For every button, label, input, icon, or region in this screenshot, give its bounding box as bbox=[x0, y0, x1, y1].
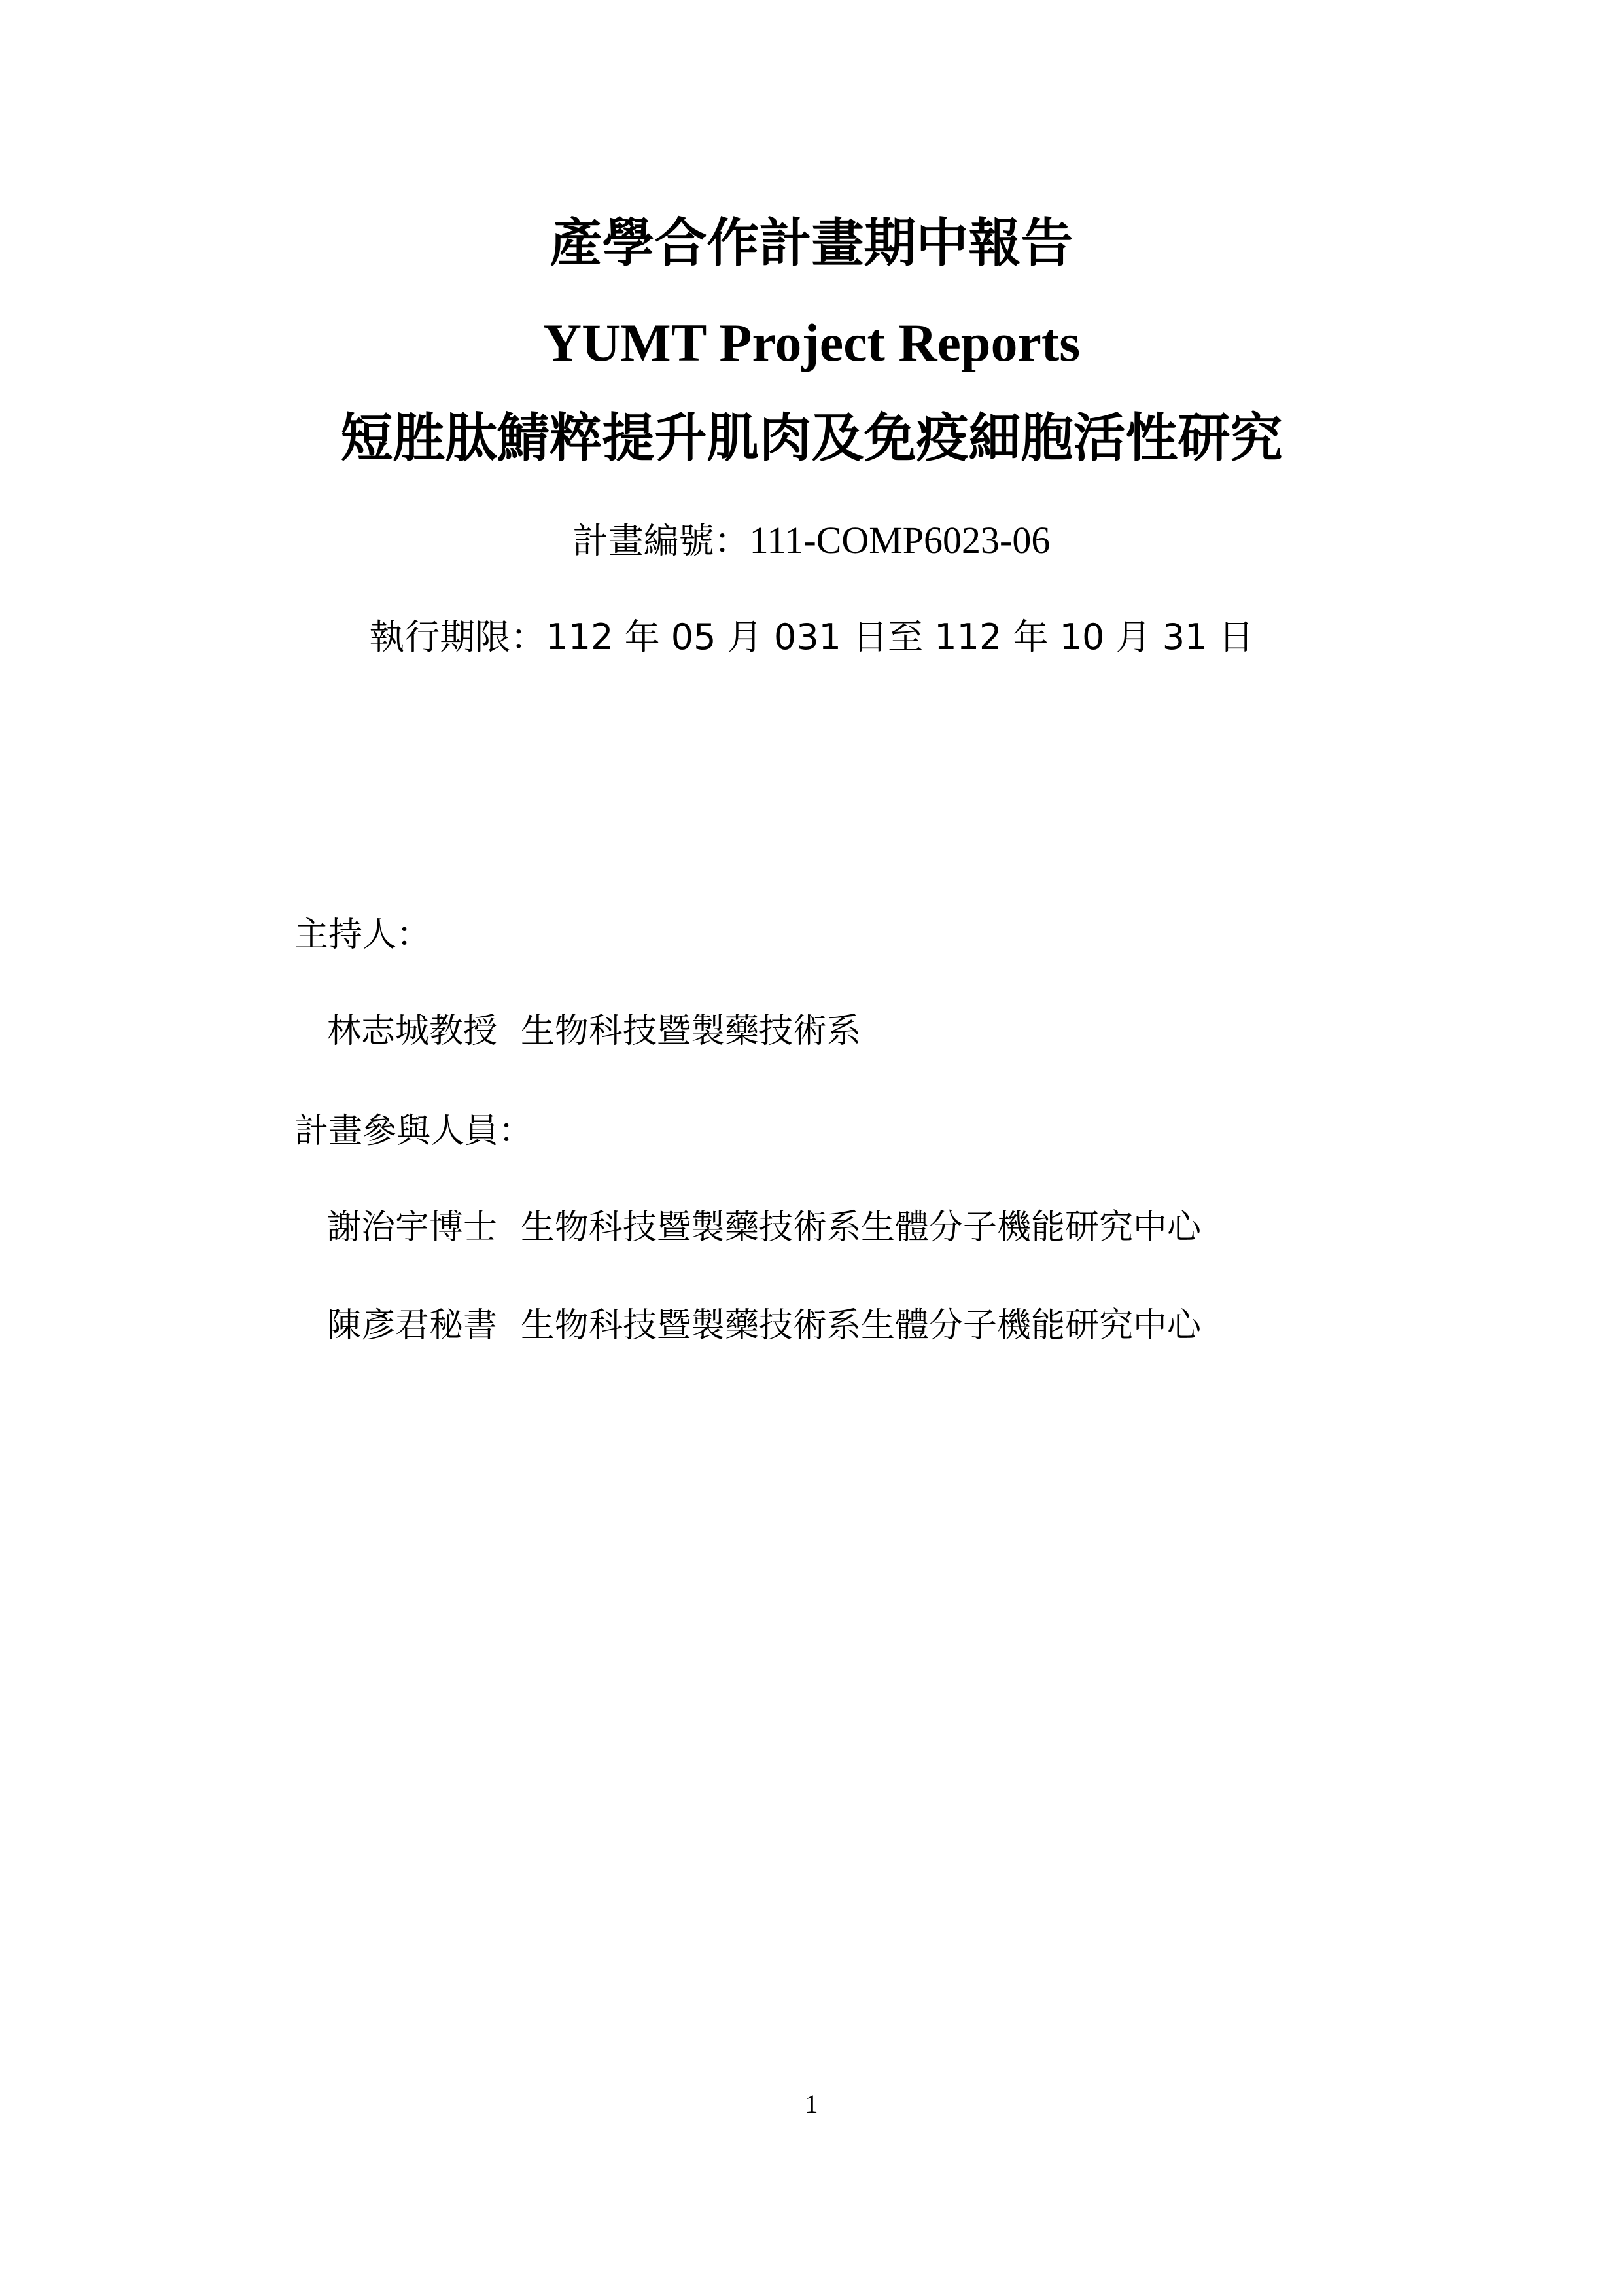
participants-label: 計畫參與人員： bbox=[294, 1112, 533, 1151]
project-period-line bbox=[0, 616, 1623, 658]
principal-investigator-affiliation: 生物科技暨製藥技術系 bbox=[521, 1012, 862, 1051]
page-number: 1 bbox=[805, 2089, 818, 2119]
principal-investigator-entry bbox=[327, 1012, 862, 1051]
project-number-line bbox=[0, 521, 1623, 559]
participant-entry bbox=[327, 1306, 1202, 1345]
report-title-zh: 產學合作計畫期中報告 bbox=[550, 213, 1073, 274]
participant-affiliation: 生物科技暨製藥技術系生體分子機能研究中心 bbox=[521, 1208, 1202, 1247]
principal-investigator-name: 林志城教授 bbox=[327, 1012, 498, 1051]
principal-investigator-label: 主持人： bbox=[294, 915, 431, 955]
project-period-value: 112 年 05 月 031 日至 112 年 10 月 31 日 bbox=[546, 616, 1254, 658]
project-period-label: 執行期限： bbox=[369, 616, 546, 658]
project-number-value: 111-COMP6023-06 bbox=[749, 519, 1051, 561]
participant-entry bbox=[327, 1210, 1201, 1245]
participant-name: 陳彥君秘書 bbox=[327, 1306, 498, 1345]
participant-affiliation: 生物科技暨製藥技術系生體分子機能研究中心 bbox=[521, 1306, 1202, 1345]
project-number-label: 計畫編號： bbox=[572, 520, 750, 561]
participant-name: 謝治宇博士 bbox=[327, 1208, 498, 1247]
study-title: 短胜肽鯖粹提升肌肉及免疫細胞活性研究 bbox=[340, 408, 1283, 468]
report-title-en: YUMT Project Reports bbox=[542, 313, 1081, 372]
